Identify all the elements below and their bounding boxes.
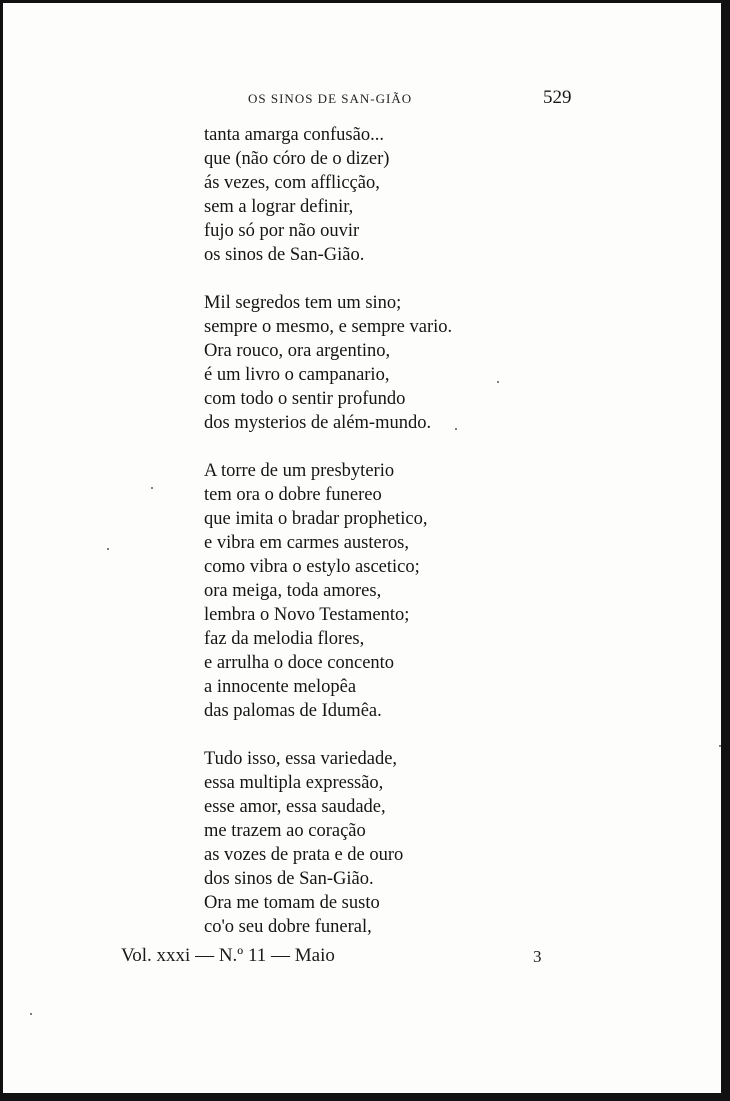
poem-line: tanta amarga confusão... <box>204 125 384 145</box>
signature-mark: 3 <box>533 947 542 966</box>
poem-line: co'o seu dobre funeral, <box>204 917 372 937</box>
poem-line: com todo o sentir profundo <box>204 389 406 409</box>
poem-line: que (não córo de o dizer) <box>204 149 390 169</box>
poem-line: é um livro o campanario, <box>204 365 390 385</box>
running-title: OS SINOS DE SAN-GIÃO <box>248 91 413 106</box>
poem-line: e vibra em carmes austeros, <box>204 533 409 553</box>
poem-line: esse amor, essa saudade, <box>204 797 386 817</box>
poem-line: lembra o Novo Testamento; <box>204 605 410 625</box>
poem-line: fujo só por não ouvir <box>204 221 360 241</box>
poem-line: A torre de um presbyterio <box>204 461 395 481</box>
print-speck <box>107 548 109 550</box>
poem-line: ás vezes, com afflicção, <box>204 173 380 193</box>
stanza-4 <box>204 747 504 939</box>
poem-line: faz da melodia flores, <box>204 629 365 649</box>
poem <box>204 123 504 963</box>
print-speck <box>151 487 153 489</box>
stanza-2 <box>204 291 504 435</box>
poem-line: a innocente melopêa <box>204 677 357 697</box>
page-number: 529 <box>543 87 572 108</box>
poem-line: que imita o bradar prophetico, <box>204 509 428 529</box>
poem-line: dos sinos de San-Gião. <box>204 869 374 889</box>
poem-line: dos mysterios de além-mundo. <box>204 413 432 433</box>
print-speck <box>719 745 721 747</box>
poem-line: Ora rouco, ora argentino, <box>204 341 391 361</box>
volume-footer: Vol. xxxi — N.º 11 — Maio <box>121 945 335 966</box>
poem-line: as vozes de prata e de ouro <box>204 845 404 865</box>
poem-line: ora meiga, toda amores, <box>204 581 382 601</box>
poem-line: os sinos de San-Gião. <box>204 245 365 265</box>
poem-line: Tudo isso, essa variedade, <box>204 749 398 769</box>
print-speck <box>497 381 499 383</box>
poem-line: tem ora o dobre funereo <box>204 485 382 505</box>
poem-line: Mil segredos tem um sino; <box>204 293 402 313</box>
poem-line: me trazem ao coração <box>204 821 366 841</box>
poem-line: das palomas de Idumêa. <box>204 701 382 721</box>
print-speck <box>455 428 457 430</box>
poem-line: Ora me tomam de susto <box>204 893 380 913</box>
stanza-3 <box>204 459 504 723</box>
stanza-1 <box>204 123 504 267</box>
poem-line: como vibra o estylo ascetico; <box>204 557 420 577</box>
poem-line: e arrulha o doce concento <box>204 653 395 673</box>
poem-line: sem a lograr definir, <box>204 197 354 217</box>
poem-line: sempre o mesmo, e sempre vario. <box>204 317 453 337</box>
print-speck <box>30 1013 32 1015</box>
poem-line: essa multipla expressão, <box>204 773 384 793</box>
